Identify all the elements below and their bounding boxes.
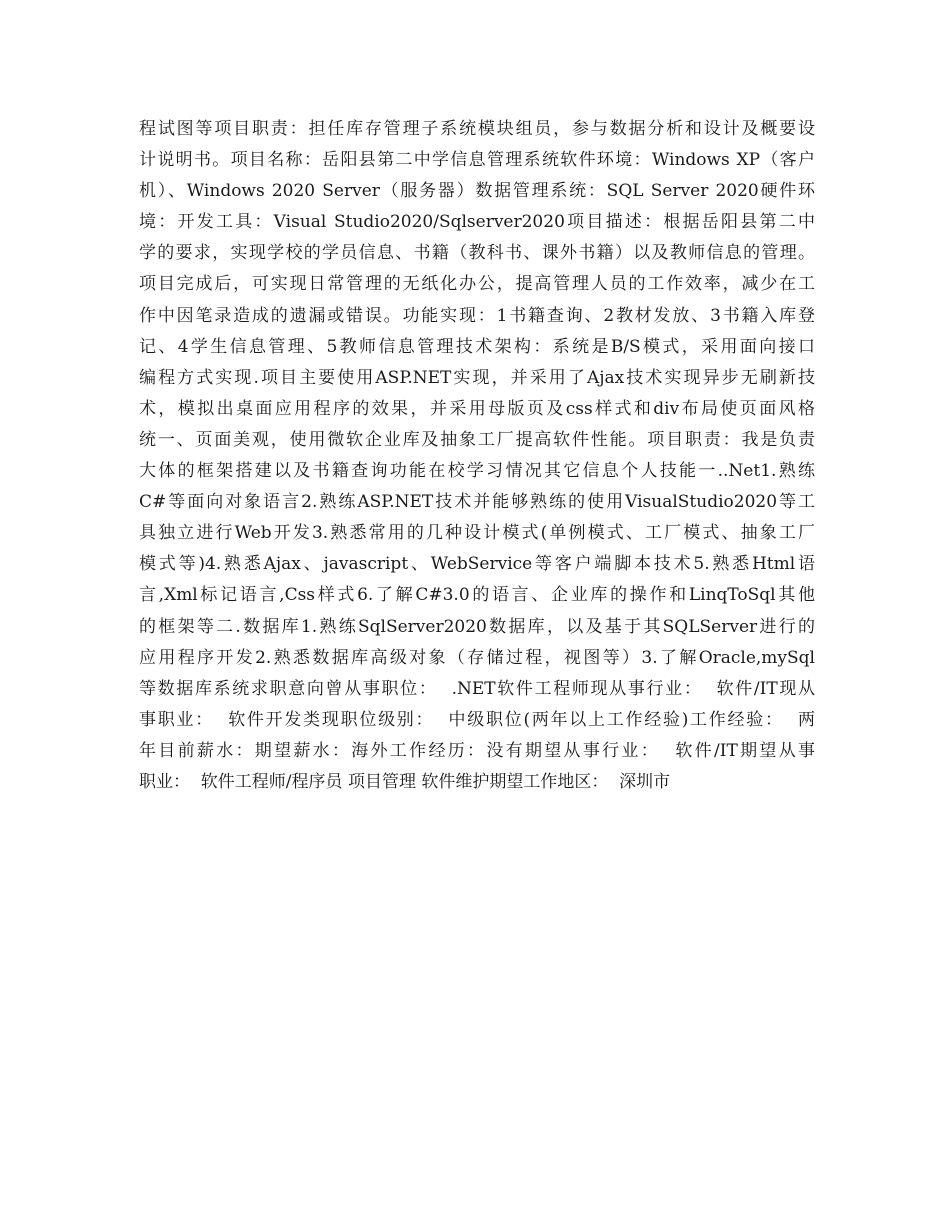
- text-line: 模式等)4.熟悉Ajax、javascript、WebService等客户端脚本技术5.熟悉Html语: [139, 554, 815, 575]
- text-line: 职业： 软件工程师/程序员 项目管理 软件维护期望工作地区： 深圳市: [139, 771, 671, 792]
- text-line: 项目完成后，可实现日常管理的无纸化办公，提高管理人员的工作效率，减少在工: [139, 274, 815, 295]
- text-line: 计说明书。项目名称：岳阳县第二中学信息管理系统软件环境：Windows XP（客户: [139, 150, 815, 171]
- text-line: 的框架等二.数据库1.熟练SqlServer2020数据库，以及基于其SQLServer进行的: [139, 616, 815, 637]
- text-line: 具独立进行Web开发3.熟悉常用的几种设计模式(单例模式、工厂模式、抽象工厂: [139, 523, 815, 544]
- text-line: 应用程序开发2.熟悉数据库高级对象（存储过程，视图等）3.了解Oracle,mySql: [139, 647, 815, 668]
- text-line: 境：开发工具：Visual Studio2020/Sqlserver2020项目描述：根据岳阳县第二中: [139, 212, 815, 233]
- text-line: 编程方式实现.项目主要使用ASP.NET实现，并采用了Ajax技术实现异步无刷新技: [139, 367, 815, 388]
- text-line: 年目前薪水：期望薪水：海外工作经历：没有期望从事行业： 软件/IT期望从事: [139, 740, 815, 761]
- text-line: 等数据库系统求职意向曾从事职位： .NET软件工程师现从事行业： 软件/IT现从: [139, 678, 815, 699]
- text-line: 机）、Windows 2020 Server（服务器）数据管理系统：SQL Server 2020硬件环: [139, 181, 815, 202]
- text-line: 术，模拟出桌面应用程序的效果，并采用母版页及css样式和div布局使页面风格: [139, 398, 815, 419]
- text-line: 事职业： 软件开发类现职位级别： 中级职位(两年以上工作经验)工作经验： 两: [139, 709, 815, 730]
- text-line: 学的要求，实现学校的学员信息、书籍（教科书、课外书籍）以及教师信息的管理。: [139, 243, 815, 264]
- text-line: C#等面向对象语言2.熟练ASP.NET技术并能够熟练的使用VisualStudio2020等工: [139, 492, 815, 513]
- text-line: 统一、页面美观，使用微软企业库及抽象工厂提高软件性能。项目职责：我是负责: [139, 429, 815, 450]
- text-line: 大体的框架搭建以及书籍查询功能在校学习情况其它信息个人技能一..Net1.熟练: [139, 461, 815, 482]
- text-line: 记、4学生信息管理、5教师信息管理技术架构：系统是B/S模式，采用面向接口: [139, 336, 815, 357]
- text-line: 言,Xml标记语言,Css样式6.了解C#3.0的语言、企业库的操作和LinqToSql其他: [139, 585, 815, 606]
- text-line: 作中因笔录造成的遗漏或错误。功能实现：1书籍查询、2教材发放、3书籍入库登: [139, 305, 815, 326]
- text-line: 程试图等项目职责：担任库存管理子系统模块组员，参与数据分析和设计及概要设: [139, 119, 815, 139]
- resume-text-block: [139, 114, 815, 798]
